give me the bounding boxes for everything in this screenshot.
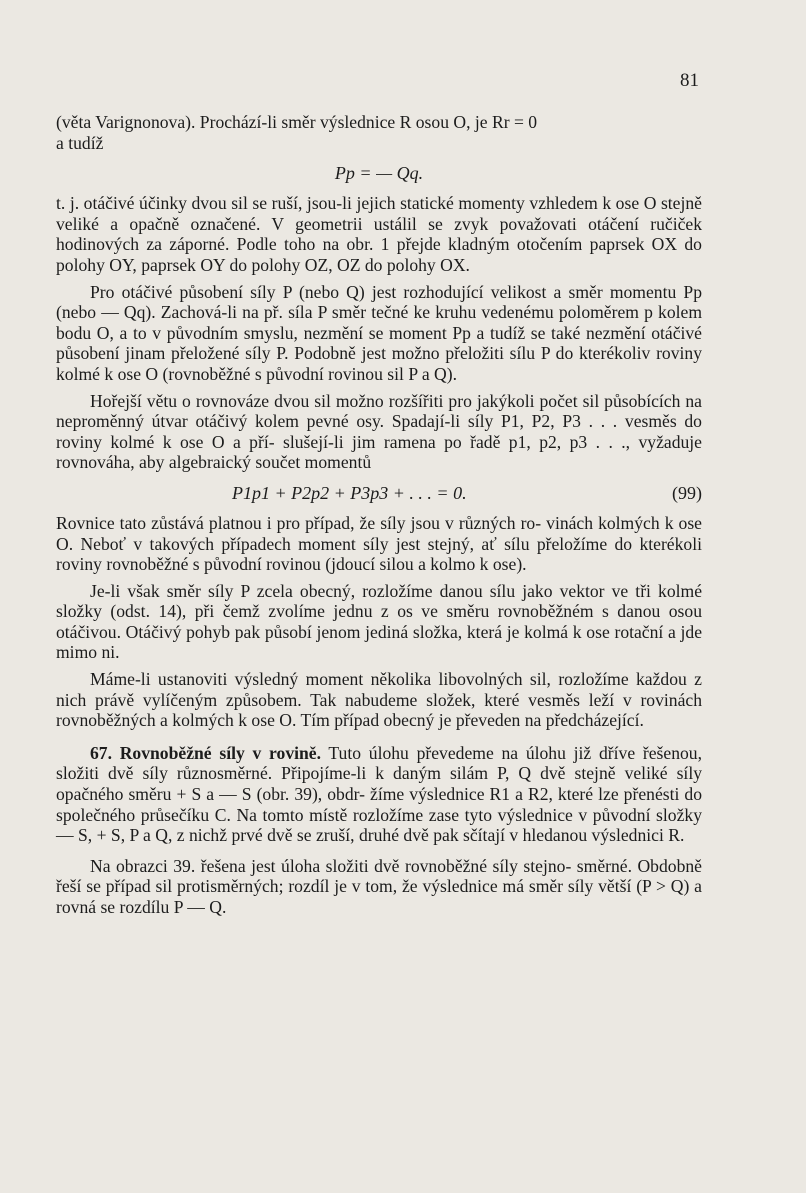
line: toho na obr. 1 přejde kladným otočením paprsek OX do polohy OY, — [56, 234, 702, 275]
line: dříve řešenou, složiti dvě síly různosměrné. Připojíme-li k daným silám — [56, 742, 702, 784]
line: roviny kolmé k ose O (rovnoběžné s původní rovinou sil P a Q). — [56, 343, 703, 384]
line: + S, P a Q, z nichž prvé dvě se zruší, druhé dvě pak sčítají v hledanou — [96, 825, 588, 846]
line: (věta Varignonova). Prochází-li směr výslednice R osou O, je Rr = 0 — [56, 112, 538, 132]
formula-text: P1p1 + P2p2 + P3p3 + . . . = 0. — [232, 482, 467, 503]
paragraph — [56, 112, 702, 153]
line: se zvyk považovati otáčení ručiček hodinových za záporné. Podle — [56, 213, 702, 255]
section-paragraph — [56, 743, 702, 846]
line: složek, které vesměs leží v rovinách rovnoběžných a kolmých k ose — [56, 689, 702, 731]
line: Hořejší větu o rovnováze dvou sil možno rozšířiti pro jakýkoli — [90, 390, 535, 411]
paragraph — [56, 669, 702, 731]
line: počet sil působících na neproměnný útvar otáčivý kolem pevné osy. — [56, 390, 702, 432]
line: a směr momentu Pp (nebo — Qq). Zachová-li na př. síla P směr tečné — [56, 281, 702, 323]
equation-number: (99) — [672, 482, 702, 503]
paragraph — [56, 193, 702, 275]
line: směru rovnoběžném s danou osou otáčivou. Otáčivý pohyb pak působí — [56, 601, 702, 642]
line: jenom jediná složka, která je kolmá k ose rotační a jde mimo ni. — [56, 621, 703, 663]
line: jinam přeložené síly P. Podobně jest možno přeložiti sílu P do kterékoliv — [125, 343, 651, 364]
line: Na tomto místě rozložíme zase tyto výslednice v původní složky — S, — [56, 804, 702, 846]
section-heading: 67. Rovnoběžné síly v rovině. — [90, 742, 321, 763]
line: ke kruhu vedenému poloměrem p kolem bodu O, a to v původním — [56, 302, 702, 343]
line: Máme-li ustanoviti výsledný moment několika libovolných sil, — [90, 669, 551, 690]
line: paprsek OY do polohy OZ, OZ do polohy OX. — [141, 254, 470, 275]
page-number: 81 — [680, 70, 699, 91]
line: rozložíme každou z nich právě vylíčeným způsobem. Tak nabudeme — [56, 669, 702, 710]
paragraph — [56, 391, 702, 473]
paragraph — [56, 856, 702, 918]
line: smyslu, nezmění se moment Pp a tudíž se také nezmění otáčivé působení — [56, 322, 702, 364]
line: algebraický součet momentů — [168, 452, 372, 473]
line: a tudíž — [56, 132, 104, 153]
paragraph — [56, 581, 702, 663]
paragraph — [56, 513, 702, 575]
paragraph — [56, 282, 702, 385]
line: vinách kolmých k ose O. Neboť v takových případech moment síly — [56, 512, 702, 554]
line: jest stejný, ať sílu přeložíme do kterékoli roviny rovnoběžné s původní — [56, 533, 702, 575]
line: Spadají-li síly P1, P2, P3 . . . vesměs do roviny kolmé k ose O a pří- — [56, 411, 702, 452]
line: že výslednice má směr síly větší (P > Q) a rovná se rozdílu P — Q. — [56, 876, 702, 917]
line: výslednici R. — [591, 825, 685, 846]
line: P, Q dvě stejně veliké síly opačného směru + S a — S (obr. 39), obdr- — [56, 763, 703, 805]
line: Je-li však směr síly P zcela obecný, rozložíme danou sílu jako — [90, 580, 553, 601]
line: rovinou (jdoucí silou a kolmo k ose). — [266, 554, 527, 575]
line: vektor ve tři kolmé složky (odst. 14), při čemž zvolíme jednu z os ve — [56, 580, 703, 622]
page-text — [56, 112, 702, 918]
line: směrné. Obdobně řeší se případ sil protisměrných; rozdíl je v tom, — [56, 855, 702, 897]
line: O. Tím případ obecný je převeden na předcházející. — [279, 710, 644, 731]
line: Tuto úlohu převedeme na úlohu již — [328, 742, 592, 763]
line: vzhledem k ose O stejně veliké a opačně označené. V geometrii ustálil — [56, 193, 702, 234]
formula-text: Pp = — Qq. — [334, 163, 424, 184]
formula — [56, 153, 702, 193]
line: Pro otáčivé působení síly P (nebo Q) jest rozhodující velikost — [90, 281, 547, 302]
line: Rovnice tato zůstává platnou i pro případ, že síly jsou v různých ro- — [56, 512, 542, 533]
formula — [56, 473, 702, 513]
line: žíme výslednice R1 a R2, které lze přenésti do společného průsečíku C. — [56, 784, 703, 825]
line: Na obrazci 39. řešena jest úloha složiti dvě rovnoběžné síly stejno- — [90, 855, 572, 876]
line: t. j. otáčivé účinky dvou sil se ruší, jsou-li jejich statické momenty — [56, 193, 525, 214]
line: slušejí-li jim ramena po řadě p1, p2, p3 . . ., vyžaduje rovnováha, aby — [56, 431, 702, 473]
